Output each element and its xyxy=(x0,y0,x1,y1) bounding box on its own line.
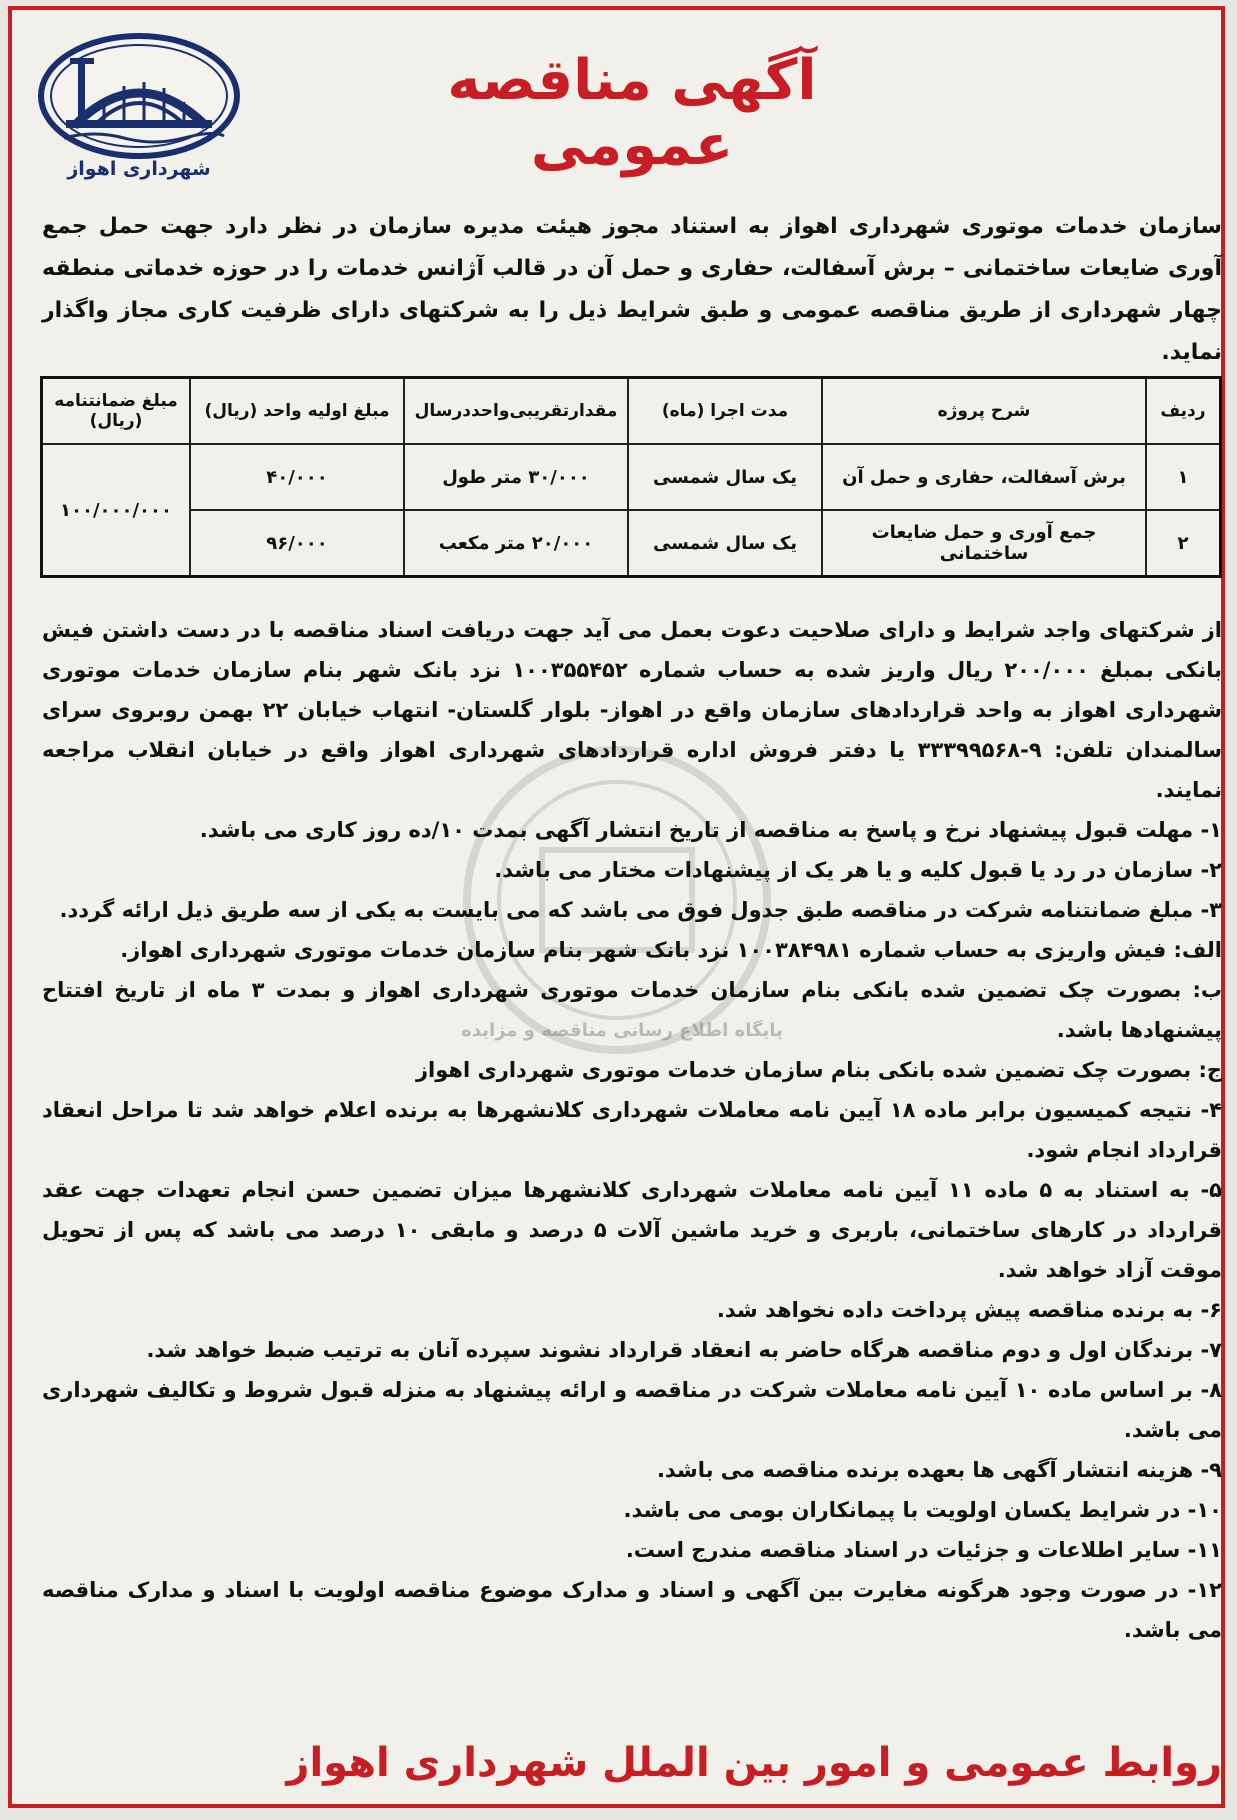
invitation-paragraph: از شرکتهای واجد شرایط و دارای صلاحیت دعوت بعمل می آید جهت دریافت اسناد مناقصه با در دست داشتن فیش بانکی بمبلغ ۲۰۰/۰۰۰ ریال واریز شده به حساب شماره ۱۰۰۳۵۵۴۵۲ نزد بانک شهر بنام سازمان خدمات موتوری شهرداری اهواز به واحد قراردادهای سازمان واقع در اهواز- بلوار گلستان- انتهاب خیابان ۲۲ بهمن روبروی سرای سالمندان تلفن: ۹-۳۳۳۹۹۵۶۸ یا دفتر فروش اداره قراردادهای شهرداری اهواز واقع در خیابان انقلاب مراجعه نمایند. xyxy=(42,618,1222,802)
col-header-unit-price: مبلغ اولیه واحد (ریال) xyxy=(190,378,404,445)
watermark-text: پایگاه اطلاع رسانی مناقصه و مزایده xyxy=(461,1020,783,1041)
intro-paragraph: سازمان خدمات موتوری شهرداری اهواز به استناد مجوز هیئت مدیره سازمان در نظر دارد جهت حمل جمع آوری ضایعات ساختمانی – برش آسفالت، حفاری و حمل آن در قالب آژانس خدمات را در حوزه خدماتی منطقه چهار شهرداری از طریق مناقصه عمومی و طبق شرایط ذیل را به شرکتهای دارای ظرفیت کاری مجاز واگذار نماید. xyxy=(42,214,1222,365)
notice-title: آگهی مناقصه عمومی xyxy=(447,48,817,178)
condition-item: ۲- سازمان در رد یا قبول کلیه و یا هر یک از پیشنهادات مختار می باشد. xyxy=(494,858,1222,882)
unit-price: ۹۶/۰۰۰ xyxy=(190,510,404,577)
footer-signature: روابط عمومی و امور بین الملل شهرداری اهواز xyxy=(286,1740,1222,1786)
condition-item: ۹- هزینه انتشار آگهی ها بعهده برنده مناقصه می باشد. xyxy=(656,1458,1222,1482)
municipality-logo xyxy=(34,30,244,180)
condition-item: ۶- به برنده مناقصه پیش پرداخت داده نخواهد شد. xyxy=(716,1298,1222,1322)
notice-frame xyxy=(8,6,1225,1808)
condition-item: ۳- مبلغ ضمانتنامه شرکت در مناقصه طبق جدول فوق می باشد که می بایست به یکی از سه طریق ذیل ارائه گردد. xyxy=(59,898,1222,922)
conditions-section xyxy=(42,610,1222,1650)
logo-caption: شهرداری اهواز xyxy=(67,158,211,180)
col-header-guarantee: مبلغ ضمانتنامه (ریال) xyxy=(42,378,191,445)
condition-item: ۱- مهلت قبول پیشنهاد نرخ و پاسخ به مناقصه از تاریخ انتشار آگهی بمدت ۱۰/ده روز کاری می باشد. xyxy=(199,818,1222,842)
project-description: برش آسفالت، حفاری و حمل آن xyxy=(822,444,1146,510)
table-header-row xyxy=(42,378,1221,445)
table-row xyxy=(42,510,1221,577)
condition-item: ۸- بر اساس ماده ۱۰ آیین نامه معاملات شرکت در مناقصه و ارائه پیشنهاد به منزله قبول شروط و تکالیف شهرداری می باشد. xyxy=(42,1378,1222,1442)
project-amount: ۲۰/۰۰۰ متر مکعب xyxy=(404,510,628,577)
condition-item: ۴- نتیجه کمیسیون برابر ماده ۱۸ آیین نامه معاملات شهرداری کلانشهرها به برنده اعلام خواهد شد تا مراحل انعقاد قرارداد انجام شود. xyxy=(42,1098,1222,1162)
project-duration: یک سال شمسی xyxy=(628,510,822,577)
condition-subitem: ب: بصورت چک تضمین شده بانکی بنام سازمان خدمات موتوری شهرداری اهواز و بمدت ۳ ماه از تاریخ افتتاح پیشنهادها باشد. xyxy=(42,978,1223,1042)
row-number: ۲ xyxy=(1146,510,1221,577)
guarantee-amount: ۱۰۰/۰۰۰/۰۰۰ xyxy=(42,444,191,577)
col-header-row-number: ردیف xyxy=(1146,378,1221,445)
unit-price: ۴۰/۰۰۰ xyxy=(190,444,404,510)
row-number: ۱ xyxy=(1146,444,1221,510)
condition-item: ۵- به استناد به ۵ ماده ۱۱ آیین نامه معاملات شهرداری کلانشهرها میزان تضمین حسن انجام تعهدات جهت عقد قرارداد در کارهای ساختمانی، باربری و خرید ماشین آلات ۵ درصد و مابقی ۱۰ درصد می باشد که پس از تحویل موقت آزاد خواهد شد. xyxy=(42,1178,1222,1282)
project-duration: یک سال شمسی xyxy=(628,444,822,510)
table-row xyxy=(42,444,1221,510)
condition-item: ۱۲- در صورت وجود هرگونه مغایرت بین آگهی و اسناد و مدارک موضوع مناقصه اولویت با اسناد و مدارک مناقصه می باشد. xyxy=(42,1578,1222,1642)
condition-item: ۱۱- سایر اطلاعات و جزئیات در اسناد مناقصه مندرج است. xyxy=(625,1538,1222,1562)
condition-item: ۱۰- در شرایط یکسان اولویت با پیمانکاران بومی می باشد. xyxy=(623,1498,1222,1522)
project-description: جمع آوری و حمل ضایعات ساختمانی xyxy=(822,510,1146,577)
bridge-logo-icon xyxy=(34,30,244,160)
condition-subitem: الف: فیش واریزی به حساب شماره ۱۰۰۳۸۴۹۸۱ نزد بانک شهر بنام سازمان خدمات موتوری شهرداری اهواز. xyxy=(120,938,1222,962)
tender-table xyxy=(40,376,1222,578)
col-header-description: شرح پروژه xyxy=(822,378,1146,445)
project-amount: ۳۰/۰۰۰ متر طول xyxy=(404,444,628,510)
condition-item: ۷- برندگان اول و دوم مناقصه هرگاه حاضر به انعقاد قرارداد نشوند سپرده آنان به ترتیب ضبط خواهد شد. xyxy=(146,1338,1222,1362)
condition-subitem: ج: بصورت چک تضمین شده بانکی بنام سازمان خدمات موتوری شهرداری اهواز xyxy=(415,1058,1222,1082)
col-header-amount: مقدارتقریبی‌واحددرسال xyxy=(404,378,628,445)
col-header-duration: مدت اجرا (ماه) xyxy=(628,378,822,445)
